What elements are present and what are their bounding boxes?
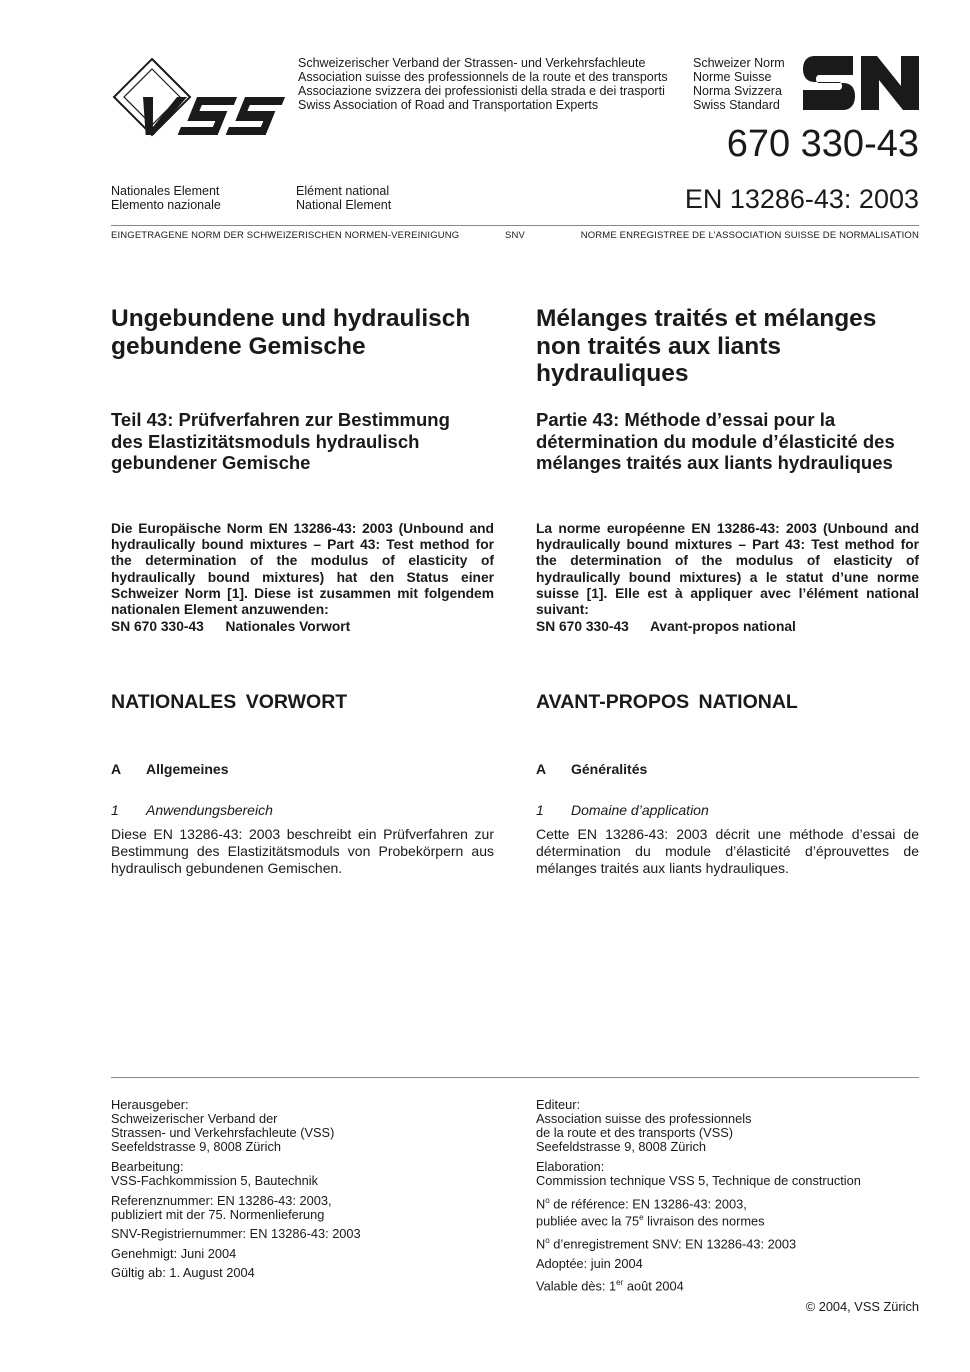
reference-line-de: Referenznummer: EN 13286-43: 2003, bbox=[111, 1192, 332, 1208]
element-label-fr: Elément national bbox=[296, 184, 390, 198]
publisher-label-de: Herausgeber: bbox=[111, 1097, 189, 1112]
registration-sup-fr: o bbox=[545, 1235, 550, 1245]
publisher-label-fr: Editeur: bbox=[536, 1097, 581, 1112]
section-a-title-de: Allgemeines bbox=[146, 761, 229, 777]
publisher-line-de: Strassen- und Verkehrsfachleute (VSS) bbox=[111, 1125, 335, 1141]
en-number: EN 13286-43: 2003 bbox=[684, 184, 919, 214]
reference-line-de: publiziert mit der 75. Normenlieferung bbox=[111, 1206, 325, 1222]
approved-fr: Adoptée: juin 2004 bbox=[536, 1255, 643, 1271]
subsection-1-number-de: 1 bbox=[111, 802, 119, 818]
footer-de bbox=[111, 1098, 511, 1286]
editing-value-de: VSS-Fachkommission 5, Bautechnik bbox=[111, 1172, 318, 1188]
section-title-fr: AVANT-PROPOS NATIONAL bbox=[536, 691, 798, 713]
publisher-de bbox=[111, 1098, 511, 1154]
registration-de: SNV-Registriernummer: EN 13286-43: 2003 bbox=[111, 1226, 361, 1242]
subtitle-de-line: gebundener Gemische bbox=[111, 452, 311, 473]
title-fr-line: Mélanges traités et mélanges bbox=[536, 305, 877, 332]
title-de bbox=[111, 305, 511, 360]
reference-de bbox=[111, 1194, 511, 1222]
intro-fr: La norme européenne EN 13286-43: 2003 (Unbound and hydraulically bound mixtures – Part 43: Test method for the determination of the modulus of elasticity of hydraulically bound mixtures) a le statut d’une norme suisse [1]. Elle est à appliquer avec l’élément national suivant: bbox=[536, 521, 919, 618]
norm-label-it: Norma Svizzera bbox=[693, 84, 782, 98]
reference-sup-fr: o bbox=[545, 1195, 550, 1205]
association-line-it: Associazione svizzera dei professionisti della strada e dei trasporti bbox=[298, 84, 665, 98]
subsection-1-title-fr: Domaine d’application bbox=[571, 802, 709, 818]
subsection-1-title-de: Anwendungsbereich bbox=[146, 802, 273, 818]
intro-ref-number-fr: SN 670 330-43 bbox=[536, 619, 629, 634]
registration-prefix-fr: N bbox=[536, 1236, 546, 1252]
subtitle-de bbox=[111, 409, 511, 474]
vss-logo bbox=[110, 55, 292, 141]
element-label-de: Nationales Element bbox=[111, 184, 220, 198]
element-label-en: National Element bbox=[296, 198, 392, 212]
body-text-de: Diese EN 13286-43: 2003 beschreibt ein Prüfverfahren zur Bestimmung des Elastizitätsmoduls von Probekörpern aus hydraulisch gebundenen Gemischen. bbox=[111, 826, 494, 876]
subtitle-de-line: des Elastizitätsmoduls hydraulisch bbox=[111, 430, 420, 452]
valid-sup-fr: er bbox=[616, 1278, 624, 1288]
norm-type-labels bbox=[693, 56, 803, 112]
intro-ref-title-fr: Avant-propos national bbox=[649, 619, 796, 634]
editing-label-fr: Elaboration: bbox=[536, 1158, 605, 1174]
reference-text-fr: de référence: EN 13286-43: 2003, bbox=[549, 1195, 747, 1211]
element-labels-fr bbox=[296, 184, 476, 212]
publisher-line-fr: de la route et des transports (VSS) bbox=[536, 1125, 734, 1141]
header-divider bbox=[111, 225, 919, 226]
publisher-line-fr: Seefeldstrasse 9, 8008 Zürich bbox=[536, 1139, 707, 1155]
title-fr-line: non traités aux liants bbox=[536, 332, 782, 360]
copyright: © 2004, VSS Zürich bbox=[805, 1299, 919, 1314]
registered-norm-de: EINGETRAGENE NORM DER SCHWEIZERISCHEN NORMEN-VEREINIGUNG bbox=[111, 230, 460, 241]
norm-label-fr: Norme Suisse bbox=[693, 70, 772, 84]
association-line-en: Swiss Association of Road and Transportation Experts bbox=[298, 98, 599, 112]
footer-divider bbox=[111, 1077, 919, 1078]
intro-ref-de bbox=[111, 619, 494, 635]
subtitle-de-line: Teil 43: Prüfverfahren zur Bestimmung bbox=[111, 409, 450, 430]
reference-line2-fr bbox=[536, 1211, 936, 1228]
subtitle-fr bbox=[536, 409, 936, 474]
reference-fr bbox=[536, 1194, 936, 1229]
registered-norm-snv: SNV bbox=[505, 230, 525, 241]
subsection-1-number-fr: 1 bbox=[536, 802, 544, 818]
association-names bbox=[298, 56, 698, 112]
body-text-fr: Cette EN 13286-43: 2003 décrit une méthode d’essai de détermination du module d’élasticité d’éprouvettes de mélanges traités aux liants hydrauliques. bbox=[536, 826, 919, 876]
editing-de bbox=[111, 1160, 511, 1188]
section-a-letter-de: A bbox=[111, 761, 122, 777]
title-de-line: gebundene Gemische bbox=[111, 332, 366, 360]
publisher-line-de: Schweizerischer Verband der bbox=[111, 1111, 278, 1127]
editing-value-fr: Commission technique VSS 5, Technique de construction bbox=[536, 1172, 861, 1188]
section-a-fr bbox=[536, 761, 647, 777]
section-title-de: NATIONALES VORWORT bbox=[111, 691, 348, 713]
title-fr bbox=[536, 305, 936, 388]
editing-fr bbox=[536, 1160, 936, 1188]
editing-label-de: Bearbeitung: bbox=[111, 1158, 184, 1174]
reference-line2-pre-fr: publiée avec la 75 bbox=[536, 1213, 640, 1229]
title-fr-line: hydrauliques bbox=[536, 360, 689, 387]
sn-logo bbox=[803, 56, 919, 110]
valid-pre-fr: Valable dès: 1 bbox=[536, 1278, 617, 1294]
subsection-1-de bbox=[111, 802, 273, 818]
approved-de: Genehmigt: Juni 2004 bbox=[111, 1245, 237, 1261]
subtitle-fr-line: mélanges traités aux liants hydrauliques bbox=[536, 452, 893, 473]
section-a-title-fr: Généralités bbox=[571, 761, 648, 777]
intro-ref-fr bbox=[536, 619, 919, 635]
publisher-line-de: Seefeldstrasse 9, 8008 Zürich bbox=[111, 1139, 282, 1155]
reference-line2-post-fr: livraison des normes bbox=[643, 1213, 765, 1229]
element-labels-de bbox=[111, 184, 291, 212]
association-line-de: Schweizerischer Verband der Strassen- und Verkehrsfachleute bbox=[298, 56, 646, 70]
intro-de: Die Europäische Norm EN 13286-43: 2003 (Unbound and hydraulically bound mixtures – Part 43: Test method for the determination of the modulus of elasticity of hydraulically bound mixtures) hat den Status einer Schweizer Norm [1]. Diese ist zusammen mit folgendem nationalen Element anzuwenden: bbox=[111, 521, 494, 618]
publisher-fr bbox=[536, 1098, 936, 1154]
norm-label-en: Swiss Standard bbox=[693, 98, 780, 112]
registration-fr bbox=[536, 1234, 936, 1251]
reference-line-fr bbox=[536, 1194, 936, 1211]
norm-label-de: Schweizer Norm bbox=[693, 56, 785, 70]
section-a-letter-fr: A bbox=[536, 761, 547, 777]
association-line-fr: Association suisse des professionnels de la route et des transports bbox=[298, 70, 668, 84]
title-de-line: Ungebundene und hydraulisch bbox=[111, 305, 471, 332]
footer-fr bbox=[536, 1098, 936, 1299]
reference-line2-sup-fr: e bbox=[639, 1212, 644, 1222]
intro-ref-number-de: SN 670 330-43 bbox=[111, 619, 204, 634]
reference-prefix-fr: N bbox=[536, 1195, 546, 1211]
intro-ref-title-de: Nationales Vorwort bbox=[225, 619, 351, 634]
section-a-de bbox=[111, 761, 228, 777]
registered-norm-fr: NORME ENREGISTREE DE L’ASSOCIATION SUISSE DE NORMALISATION bbox=[580, 230, 919, 241]
publisher-line-fr: Association suisse des professionnels bbox=[536, 1111, 752, 1127]
registration-text-fr: d’enregistrement SNV: EN 13286-43: 2003 bbox=[549, 1236, 797, 1252]
subsection-1-fr bbox=[536, 802, 709, 818]
norm-number: 670 330-43 bbox=[726, 123, 919, 165]
subtitle-fr-line: Partie 43: Méthode d’essai pour la bbox=[536, 409, 836, 430]
valid-fr bbox=[536, 1276, 936, 1293]
subtitle-fr-line: détermination du module d’élasticité des bbox=[536, 430, 895, 452]
element-label-it: Elemento nazionale bbox=[111, 198, 221, 212]
valid-post-fr: août 2004 bbox=[623, 1278, 684, 1294]
valid-de: Gültig ab: 1. August 2004 bbox=[111, 1265, 255, 1281]
